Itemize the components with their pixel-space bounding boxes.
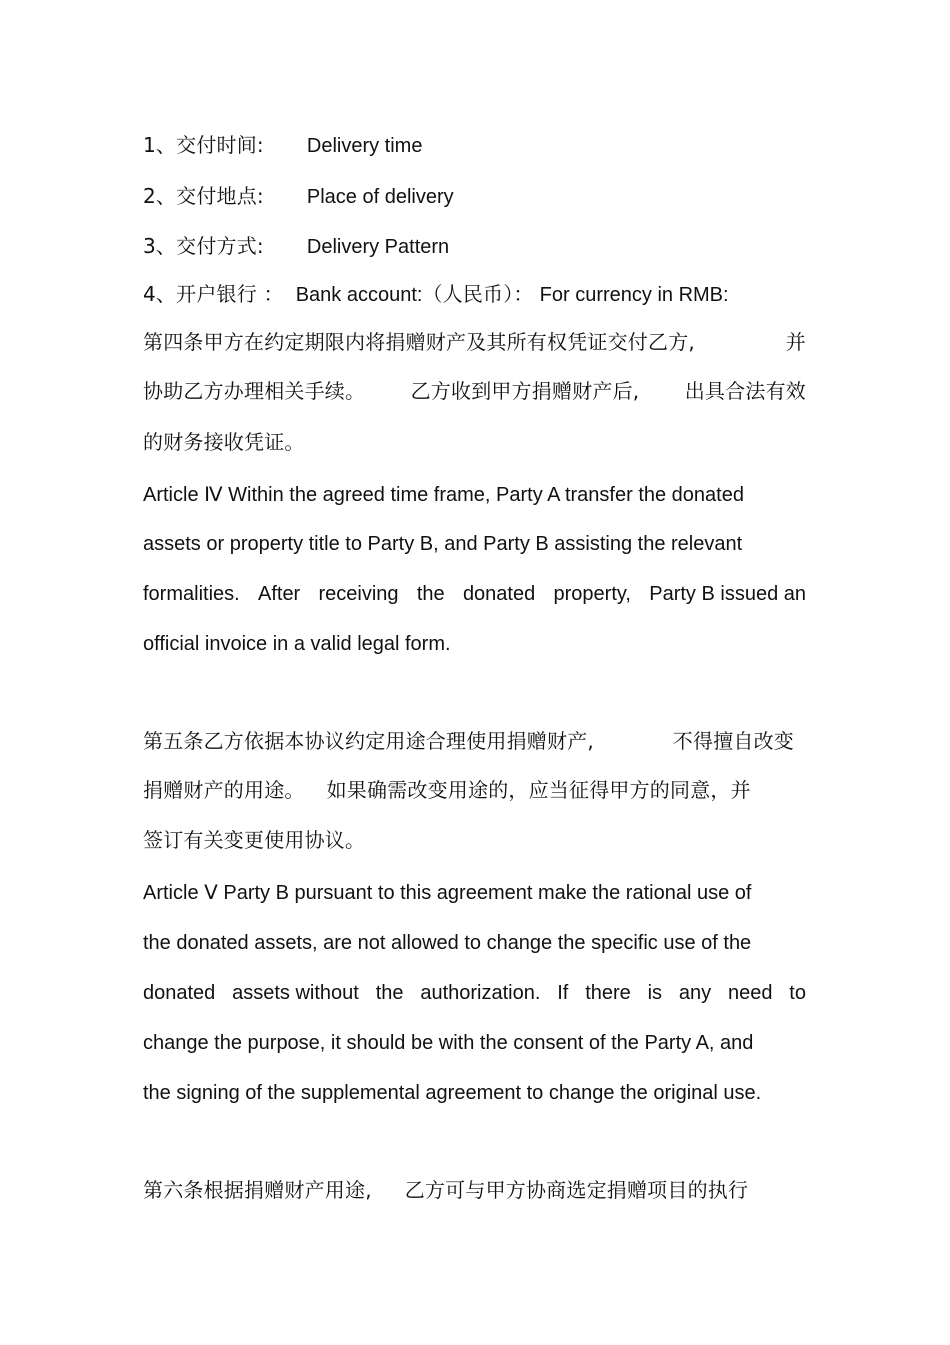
delivery-place-en: Place of delivery [306,186,454,208]
delivery-time-cn: 1、交付时间: [143,133,264,157]
article6-cn-line-1 [143,1178,748,1202]
word: formalities. [143,583,240,605]
article5-cn-text: 签订有关变更使用协议。 [143,828,366,852]
delivery-time-en: Delivery time [306,135,423,157]
word: the [375,982,404,1004]
article6-cn-text: 乙方可与甲方协商选定捐赠项目的执行 [404,1178,749,1202]
article4-cn-text: 出具合法有效 [684,379,806,403]
delivery-pattern-cn: 3、交付方式: [143,234,264,258]
article5-cn-line-2 [143,778,751,802]
word: is [647,982,663,1004]
word: assets without [232,982,359,1004]
article4-cn-line-3 [143,430,305,454]
article5-en-line-4: change the purpose, it should be with the consent of the Party A, and [143,1032,754,1054]
word: the [416,583,445,605]
article5-en-line-1: Article Ⅴ Party B pursuant to this agreement make the rational use of [143,882,752,904]
delivery-place-row [143,184,454,209]
article5-cn-text: 不得擅自改变 [672,729,794,753]
article4-cn-text: 协助乙方办理相关手续。 [143,379,366,403]
article5-cn-text: 捐赠财产的用途。 [143,778,305,802]
article6-cn-text: 第六条根据捐赠财产用途, [143,1178,372,1202]
word: any [678,982,712,1004]
article4-en-line-2: assets or property title to Party B, and Party B assisting the relevant [143,533,743,555]
bank-account-cn: 4、开户银行 ： [143,282,284,306]
article4-cn-text: 并 [785,330,806,354]
currency-cn: （人民币）： [422,282,534,306]
word: property, [553,583,631,605]
article5-cn-line-3 [143,828,365,852]
word: authorization. [420,982,541,1004]
bank-account-en: Bank account: [295,284,423,306]
bank-account-row [143,282,729,307]
article4-cn-text: 第四条甲方在约定期限内将捐赠财产及其所有权凭证交付乙方, [143,330,695,354]
article5-en-line-5: the signing of the supplemental agreement to change the original use. [143,1082,762,1104]
article5-cn-text: 第五条乙方依据本协议约定用途合理使用捐赠财产, [143,729,594,753]
article5-cn-text: 如果确需改变用途的，应当征得甲方的同意，并 [326,778,751,802]
word: receiving [318,583,399,605]
currency-en: For currency in RMB: [539,284,729,306]
delivery-time-row [143,133,422,158]
word: need [727,982,773,1004]
delivery-pattern-row [143,234,449,259]
article4-cn-text: 乙方收到甲方捐赠财产后, [410,379,640,403]
word: there [585,982,631,1004]
article4-cn-line-1 [143,330,806,354]
word: Party B issued an [649,583,806,605]
article4-en-line-1: Article Ⅳ Within the agreed time frame, Party A transfer the donated [143,484,744,506]
word: donated [462,583,536,605]
word: After [257,583,301,605]
article5-en-line-3 [143,981,806,1005]
word: donated [143,982,216,1004]
delivery-pattern-en: Delivery Pattern [306,236,450,258]
article4-cn-line-2 [143,379,806,403]
word: If [557,982,569,1004]
delivery-place-cn: 2、交付地点: [143,184,264,208]
word: to [789,982,806,1004]
article4-en-line-4: official invoice in a valid legal form. [143,633,451,655]
article4-en-line-3 [143,582,806,606]
article4-cn-text: 的财务接收凭证。 [143,430,305,454]
article5-cn-line-1 [143,729,794,753]
article5-en-line-2: the donated assets, are not allowed to change the specific use of the [143,932,752,954]
